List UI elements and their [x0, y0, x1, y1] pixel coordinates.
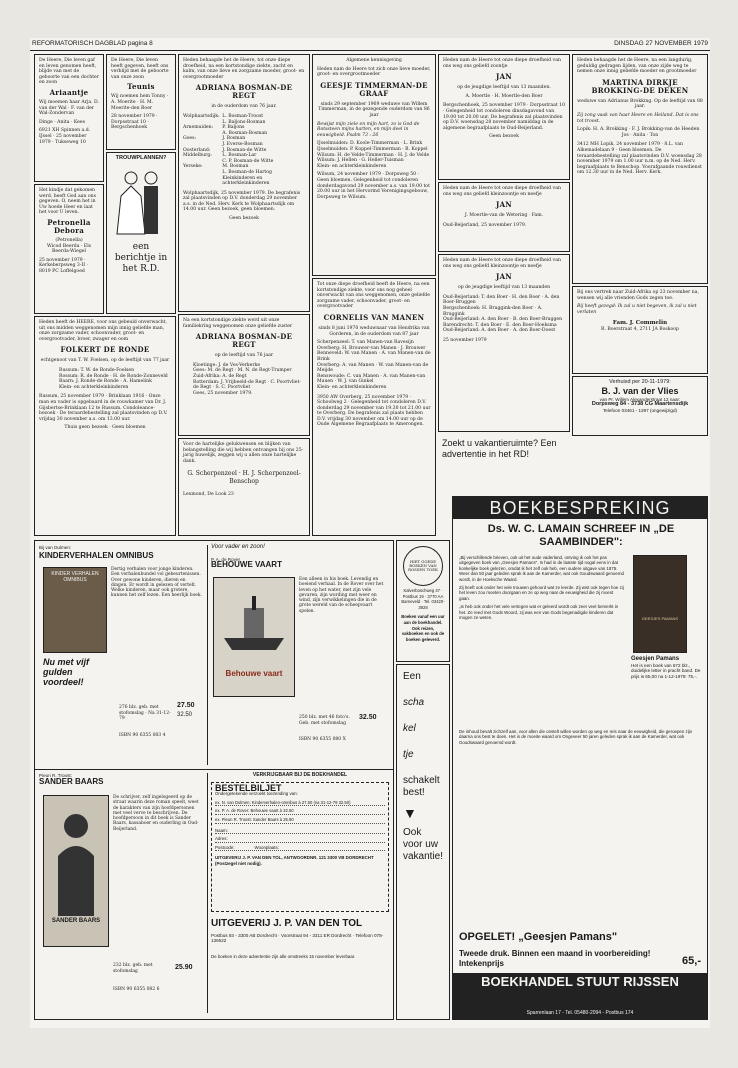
- form-field-postcode[interactable]: Postcode:: [215, 844, 235, 850]
- baars-isbn: ISBN 90 6355 082 6: [113, 987, 160, 992]
- notice-foot: Russum, 25 november 1979 · Brinklaan 1916 · Onze man en vader is opgebaard in de rouwkamer van Dr. J. Gijsbertse-Brinklaan 12 te Russum. Condoleance-bezoek · De teraardebestelling zal plaatsvinden op D.V. vrijdag 30 november a.s. om 13.00 uur.: [39, 394, 168, 422]
- vaart-author: P. A. de Rover: [211, 556, 241, 562]
- omnibus-cover-title: KINDER VERHALEN OMNIBUS: [51, 571, 99, 583]
- verh-head: Verhuisd per 20-11-1979:: [609, 379, 671, 385]
- notice-teunis: [106, 54, 176, 150]
- place-label: Middelburg:: [183, 153, 212, 159]
- notice-address: R. Boerstraat 4, 2711 JA Boskoop: [601, 326, 679, 332]
- family-line: Overberg: H. Brouwer-van Manen · J. Brouwer: [317, 345, 426, 351]
- geesjen-text: Het is een boek van 672 blz., duidelijke letter in pracht band. De prijs is 65,00 na 1-12-1979: 75,-.: [631, 662, 701, 679]
- notice-geen: Geen bezoek: [229, 216, 259, 222]
- vaart-cover-title: Behouwe vaart: [225, 668, 283, 678]
- notice-head: Heden behaagde het de Heere, na een langdurig, geduldig gedragen lijden, van onze zijde weg te nemen onze innig geliefde moeder en grootmoeder: [577, 58, 697, 75]
- geesjen-book-cover: [633, 555, 687, 653]
- vaart-meta: 250 blz. met 46 foto's. Geb. met stofomslag: [299, 715, 350, 726]
- family-line: Bergschenhoek: H. Bruggink-den Boer · A. Bruggink: [443, 305, 543, 317]
- page-header: [30, 38, 710, 51]
- family-line: J. Everse-Bosman: [222, 141, 263, 147]
- bestel-foot: UITGEVERIJ J. P. VAN DEN TOL, ANTWOORDNR. 121 3300 VB DORDRECHT (Postzegel niet nodig).: [215, 855, 374, 866]
- ship-icon: [214, 578, 294, 668]
- family-line: Renswoude: C. van Manen · A. van Manen-van Mauen · W. J. van Ginkel: [317, 373, 426, 385]
- family-line: M. Bosman: [222, 164, 249, 170]
- notice-scherpenzeel: [178, 438, 310, 536]
- notice-sub: echtgenoot van T. W. Foelsen, op de leeftijd van 77 jaar: [40, 358, 170, 364]
- family-line: Barendrecht: T. den Boer · E. den Boer-Hoeksma: [443, 322, 557, 328]
- bestel-intro: Ondergetekende verzoekt toezending van:: [215, 791, 298, 797]
- omnibus-slogan: Nu met vijf gulden voordeel!: [43, 657, 90, 687]
- omnibus-price-old: 27.50: [177, 702, 195, 709]
- baars-meta: 232 blz. geb. met stofomslag: [113, 963, 153, 974]
- vaart-price: 32.50: [359, 714, 377, 721]
- uitgeverij-address: Postbus 93 - 3300 AB Dordrecht · Voorstraat 94 - 3311 ER Dordrecht · Telefoon 078-136622: [211, 932, 384, 944]
- notice-foot: Wilsum, 24 november 1979 · Dorpsweg 50 · Geen bloemen. Gelegenheid tot condoleren donderdagavond 29 november a.s. van 19.00 tot 20.00 uur in het Hervormd Verenigingsgebouw, Dorpsweg te Wilsum.: [317, 172, 430, 200]
- tweede-druk: Tweede druk. Binnen een maand in voorbereiding! Intekenprijs: [459, 949, 651, 968]
- ook-word: Ook: [403, 827, 422, 838]
- family-line: IJsselmuiden: P. Koppel-Timmerman · B. Koppel: [317, 146, 428, 152]
- notice-verhuisd: [572, 376, 708, 436]
- notice-head: Heden nam de Heere tot onze diepe droefheid van ons weg ons geliefd kleinzoontje en neefje: [443, 186, 561, 197]
- notice-head: Heden behaagde het de Heere, tot onze diepe droefheid, na een kortstondige ziekte, zacht en kalm, van onze lieve en zorgzame moeder, groot- en overgrootmoeder: [183, 58, 305, 80]
- baars-cover-image: [43, 795, 109, 947]
- ad-trouwplannen: [106, 152, 176, 314]
- notice-head: Na een kortstondige ziekte werd uit onze familiekring weggenomen onze geliefde zuster: [183, 318, 293, 329]
- notice-name: GEESJE TIMMERMAN-DE GRAAF: [320, 80, 428, 98]
- uitgeverij-title: UITGEVERIJ J. P. VAN DEN TOL: [211, 917, 363, 929]
- best-word: best!: [403, 787, 425, 798]
- family-line: Klein- en achterkleinkinderen: [59, 384, 129, 390]
- notice-adriana-1: [178, 54, 310, 312]
- omnibus-text: Dertig verhalen voor jonge kinderen. Een verhalenbundel vol gebeurtenissen. Over gewone kinderen, dieren en dingen. Er wordt in gelezen of vertelt. Welke kinderen, maar ook grotere, kunnen het zelf lezen. Een heerlijk boek.: [111, 567, 202, 599]
- wedding-couple-icon: [111, 166, 171, 236]
- family-line: Wilsum: H. de Velde-Timmerman · H. J. de Velde: [317, 152, 430, 158]
- baars-cover-title: SANDER BAARS: [51, 917, 101, 924]
- notice-name: G. Scherpenzeel · H. J. Scherpenzeel-Benschop: [187, 470, 301, 486]
- notice-sub: weduwe van Adrianus Brokking. Op de leeftijd van 88 jaar.: [577, 98, 703, 110]
- ad-boekbespreking: [452, 496, 708, 1020]
- notice-name: JAN: [495, 72, 513, 82]
- family-line: Goes, 25 november 1979.: [193, 390, 253, 396]
- review-paragraph: Zij heeft ook onder het vele trouwen gehoord wat ze leerde. Zij wist ook tegen hoe zij het leven zou moeten doorgaan en ze op weg naar de eeuwigheid die zij moest gaan.: [459, 585, 624, 601]
- family-line: Zuid-Afrika: A. de Regt: [193, 373, 247, 379]
- notice-ariaantje: [34, 54, 104, 182]
- notice-sub: sinds 8 juni 1970 weduwnaar van Hendrika van Gorderen, in de ouderdom van 87 jaar: [318, 325, 430, 337]
- review-paragraph: De inhoud bevalt zichzelf aan, voor allen die onstelt willen worden op weg en reis naar de eeuwigheid, die geroepen zijn daarna ons best te doen. Het is de moeite waard om Ongeveer 50 jaren geleden sprak ik aan de Kamerder, wat ook Goudswaard genoemd wordt.: [459, 729, 693, 745]
- notice-parents: J. Moertle-van de Wetering · Fam.: [464, 213, 544, 219]
- notice-name: Teunis: [127, 82, 155, 92]
- place-label: Goes:: [183, 136, 197, 142]
- notice-martina: [572, 54, 708, 284]
- notice-children: Dinge · Anita · Kees: [39, 119, 85, 125]
- notice-sub: sinds 29 september 1969 weduwe van Willem Timmerman, in de gezegende ouderdom van 86 jaar: [318, 101, 430, 118]
- notice-name: FOLKERT DE RONDE: [60, 345, 150, 355]
- schakelt-word: schakelt: [403, 775, 440, 786]
- ad-vakantie: Zoekt u vakantieruimte? Een advertentie in het RD!: [442, 438, 557, 459]
- ad-van-den-tol: [34, 540, 394, 1020]
- notice-name: Fam. J. Commelin: [612, 320, 668, 327]
- family-line: J. Bosman: [222, 136, 246, 142]
- baars-price: 25.90: [175, 964, 193, 971]
- vaart-cover-image: [213, 577, 295, 697]
- notice-foot: 3412 MH Lopik, 24 november 1979 · 8.L. van Alkemadelaan 9 · Geen bloemen. De teraardebestelling zal plaatsvinden D.V. woensdag 28 november 1979 om 1.00 uur n.m. op de Ned. Herv. begraafplaats te Benschop. Voorafgaande rouwdienst om 12.30 uur in de Ned. Herv. Kerk.: [577, 142, 702, 176]
- notice-name: Ariaantje: [49, 87, 89, 97]
- notice-jan-1: [438, 54, 570, 180]
- baars-author: Pieun R. Troost:: [39, 773, 72, 778]
- family-line: Benneveld: W. van Manen · A. van Manen-van de Brink: [317, 351, 431, 362]
- vaart-text: Een alleen in his boek. Levendig en boeiend verhaal. In de Rover over het leven op het water, met zijn vele gevaren, zijn wording met weer en wind, zijn verwikkelingen die in de grote wereld van de scheepvaart spelen.: [299, 577, 384, 614]
- bestel-title: BESTELBILJET: [215, 782, 282, 793]
- notice-parents: Wij noemen hem Tonny · A. Moerite · H. M. Moerite-den Boer: [111, 94, 169, 111]
- notice-geen: Geen bezoek: [489, 134, 519, 140]
- shop-address: Sparrenlaan 17 - Tel. 05480-2094 - Postbus 174: [453, 1007, 707, 1019]
- scha-word: scha: [403, 697, 425, 708]
- family-line: J. Bosman-de Witte: [222, 147, 267, 153]
- family-line: A. Bosman-Bosman: [222, 130, 268, 136]
- notice-head: Tot onze diepe droefheid heeft de Heere, na een kortstondige ziekte, voor ons nog geheel onverwacht van ons weggenomen, onze geliefde zorgzame vader, schoonvader, groot- en overgrootvader: [317, 282, 430, 310]
- omnibus-cover-image: [43, 567, 107, 653]
- family-line: P. Baljons: [222, 125, 245, 131]
- notice-text: De Heere, Die leven heeft gegeven, heeft ons verblijd met de geboorte van onze zoon: [111, 58, 169, 80]
- notice-sub: op de jeugdige leeftijd van 13 maanden: [457, 285, 551, 291]
- notice-sub: in de ouderdom van 76 jaar.: [211, 104, 277, 110]
- boek-title: Ds. W. C. LAMAIN SCHREEF IN „DE SAAMBINDER":: [487, 523, 675, 548]
- kel-word: kel: [403, 723, 416, 734]
- form-field-name[interactable]: Naam:: [215, 828, 385, 835]
- omnibus-isbn: ISBN 90 6355 083 4: [119, 733, 166, 738]
- family-line: Klein- en achterkleinkinderen: [317, 384, 387, 390]
- notice-cornelis: [312, 278, 436, 536]
- ad-trouw-text: een berichtje in het R.D.: [114, 242, 168, 275]
- notice-text: Het kindje dat gekomen werd, heeft God aan ons gegeven. O, neem het in Uw hoede Heer en laat het voor U leven.: [39, 188, 96, 216]
- notice-head: Heden heeft de HEERE, voor ons gebeuld onverwacht, uit ons midden weggenomen mijn innig geliefde man, onze zorgzame vader, schoonvader, groot- en overgrootvader, broer, zwager en oom: [39, 320, 167, 342]
- order-line[interactable]: ex. P. A. de Rover: Behouwe vaart à 32.50: [215, 808, 385, 815]
- header-left: REFORMATORISCH DAGBLAD pagina 8: [32, 40, 153, 47]
- notice-folkert: [34, 316, 176, 536]
- family-line: C. P. Bosman-de Witte: [222, 158, 274, 164]
- voor-uw-word: voor uw: [403, 839, 439, 850]
- man-figure-icon: [44, 796, 108, 916]
- notice-foot: Bergschenhoek, 25 november 1979 · Dorpsstraat 10 · Gelegenheid tot condoleren dinsdagavond van 19.00 tot 20.00 uur. De begrafenis zal plaatsvinden op D.V. woensdag 28 november namiddag in de algemene begraafplaats te Oud-Beijerland.: [443, 103, 566, 131]
- family-line: Scherpenzeel: T. van Manen-van Ravesijn: [317, 340, 414, 346]
- notice-sub: op de jeugdige leeftijd van 13 maanden.: [457, 85, 551, 91]
- verh-tel: Telefoon 03461 - 1397 (ongewijzigd): [602, 407, 678, 413]
- notice-sub: op de leeftijd van 76 jaar: [214, 353, 274, 359]
- notice-foot2: Thuis geen bezoek · Geen bloemen: [64, 425, 146, 431]
- family-line: Klein- en achterkleinkinderen: [317, 163, 387, 169]
- notice-parents: Wicod Beerda · Els Beerda-Wiegel: [46, 243, 92, 255]
- notice-quote: Bewijst mijn ziele en mijn hart, zo is God de Rotssteen mijns harten, en mijn deel in eeuwigheid. Psalm 73 : 26: [317, 121, 420, 138]
- notice-address: 6921 XH Spinnen a.d. IJssel · 25 november 1979 · Tukseweg 10: [39, 128, 91, 145]
- shop-address: Kalverboschweg 47 · Postbus 19 · 3770 AA Barneveld · Tel. 03420-3928: [401, 588, 445, 610]
- een-word: Een: [403, 671, 421, 682]
- notice-quote: Bij heeft gezegd: Ik zal u niet begeven, ik zal u niet verlaten: [577, 304, 697, 315]
- seal-logo: HIET GOEDE BOEKEN VAN ROSSEN TOEK: [403, 546, 443, 586]
- family-line: L. Bosman-Troost: [222, 113, 264, 119]
- family-line: L. Baljons-Bosman: [222, 119, 266, 125]
- notice-parents: Wij moemen haar Arja. D. van der Wal · F. van der Wal-Zondervan: [39, 99, 99, 117]
- cover-title: GEESJES PAMANS: [641, 616, 679, 621]
- order-line[interactable]: ex. Pieun R. Troost: Sander Baars à 25.90: [215, 817, 385, 824]
- notice-jan-3: [438, 254, 570, 432]
- notice-name: Petronella Debora: [47, 217, 91, 235]
- opgelet: OPGELET! „Geesjen Pamans": [459, 931, 618, 943]
- family-line: Rotterdam: J. Vrijbeeld-de Regt · C. Poortvliet-de Regt · S. C. Poortvliet: [193, 379, 301, 391]
- notice-address: 28 november 1979 · Dorpsstraat 10 · Bergschenhoek: [111, 114, 158, 131]
- ad-trouw-title: TROUWPLANNEN?: [115, 155, 167, 161]
- place-label: Oosterland:: [183, 147, 211, 153]
- vakantie-word: vakantie!: [403, 851, 444, 862]
- baars-text: De schrijver, zelf ingelogeerd op de straat waarin deze roman speelt, weet de karakters van zijn hoofdpersonen met veel verve te beschrijven. De hoofdpersoon in dit boek is Sander Baars, kassaboer en ouderling in Oud-Beijerland.: [113, 795, 199, 832]
- notice-name: ADRIANA BOSMAN-DE REGT: [195, 332, 293, 350]
- notice-address: Lexmond, De Look 23: [183, 492, 234, 498]
- family-line: Overberg: A. van Manen · W. van Manen-van de Meijde: [317, 362, 429, 374]
- ad-schakeltje: [396, 664, 450, 1020]
- order-line[interactable]: ex. N. van Dulmen: Kinderverhalen-omnibus à 27.50 (na 31-12-79 32.50): [215, 800, 385, 807]
- family-line: Goes: M. de Regt · M. N. de Regt-Tramper: [193, 368, 292, 374]
- family-line: Rossum: R. de Ronde · H. de Ronde-Zonneveld: [59, 373, 168, 379]
- header-right: DINSDAG 27 NOVEMBER 1979: [614, 40, 708, 47]
- notice-label: Algemene kennisgeving: [346, 58, 402, 63]
- arrow-down-icon: ▼: [403, 805, 417, 821]
- family-line: Jos · Anita · Ton: [621, 132, 659, 138]
- omnibus-title: KINDERVERHALEN OMNIBUS: [39, 550, 154, 560]
- form-field-address[interactable]: Adres:: [215, 836, 385, 843]
- notice-geesje: [312, 54, 436, 276]
- form-field-city[interactable]: Woonplaats:: [254, 844, 279, 850]
- family-line: Oud-Beijerland: A. den Boer · B. den Boer-Bruggen: [443, 317, 563, 323]
- vaart-isbn: ISBN 90 6355 080 X: [299, 737, 346, 742]
- shop-name: BOEKHANDEL STUUT RIJSSEN: [453, 973, 707, 1007]
- notice-foot: 25 november 1979: [443, 337, 487, 343]
- baars-title: SANDER BAARS: [39, 776, 104, 786]
- notice-name: CORNELIS VAN MANEN: [323, 312, 425, 322]
- verh-addr2: Dorpsweg 84 - 3738 CG Maartensdijk: [591, 401, 689, 408]
- family-line: L. Bosman-Lar: [222, 153, 257, 159]
- family-line: L. Bosman-de Hartog: [222, 169, 272, 175]
- notice-foot: 3950 AW Overberg, 25 november 1979 · Schoolweg 2 · Gelegenheid tot condoleren D.V. donderdag 29 november van 19.30 tot 21.00 uur te Overberg. De begrafenis zal plaats hebben D.V. vrijdag 30 november om 14.00 uur op de Oude Algemene Begraafplaats te Amerongen.: [317, 394, 431, 428]
- intekenprijs: 65,-: [682, 955, 701, 967]
- notice-commelin: [572, 286, 708, 374]
- notice-foot: Wolphaartsdijk, 25 november 1979. De begrafenis zal plaatsvinden op D.V. donderdag 29 november a.s. in de Ned. Herv. Kerk te Wolphaartsdijk om 14.00 uur. Geen bezoek, geen bloemen.: [183, 190, 301, 213]
- place-label: Wolphaartsdijk:: [183, 113, 220, 119]
- notice-name: JAN: [495, 272, 513, 282]
- notice-subname: (Petronella): [55, 237, 83, 243]
- notice-name: ADRIANA BOSMAN-DE REGT: [195, 83, 293, 101]
- notice-text: De Heere, Die leven gaf en leven genomen heeft, blijde van met de geboorte van een dochter en zoon: [39, 58, 99, 86]
- newspaper-page: [30, 38, 710, 1028]
- family-line: Kleinkinderen en achterkleinkinderen: [222, 175, 270, 187]
- notice-jan-2: [438, 182, 570, 252]
- omnibus-price-new: 32.50: [177, 712, 193, 718]
- notice-quote: Zij zong vaak van haar Heere en Heiland. Dat is ons tot troost.: [577, 112, 699, 124]
- notice-adriana-2: [178, 314, 310, 436]
- geesjen-title: Geesjen Pamans: [631, 656, 680, 662]
- family-line: Wilsum: J. Hellen · G. Heller-Tuisman: [317, 158, 404, 164]
- place-label: Yerseke:: [183, 164, 203, 170]
- notice-address: 25 november 1979 · Kerkeberpsweg 3-II · 8019 PC Loffelgoed: [39, 257, 88, 274]
- vaart-title: BEHOUWE VAART: [211, 560, 282, 570]
- ad-boekhandel-barneveld: [396, 540, 450, 662]
- tje-word: tje: [403, 749, 414, 760]
- family-line: Russum: T. W. de Ronde-Foelsen: [59, 367, 135, 373]
- notice-text: Bij ons vertrek naar Zuid-Afrika op 23 november na, wensen wij alle vrienden Gods zegen toe.: [577, 290, 699, 301]
- family-line: Oud-Beijerland: A. den Boer · A. den Boer-Doest: [443, 328, 556, 334]
- review-paragraph: „Is heb ook onder het vele vertegen wat er geleerd wordt ook zeer veel bemerkt in het. Ze reed met Gods Woord, zij was een van Gods begenadigde kinderen dat mogen ze weten.: [459, 604, 619, 621]
- notice-head: Heden nam de Heere tot onze diepe droefheid van ons weg ons geliefd kleinzoontje en neefje: [443, 258, 561, 269]
- verh-name: B. J. van der Vlies: [601, 385, 679, 396]
- place-label: Arnemuiden:: [183, 125, 214, 131]
- vaart-head: Voor vader en zoon!: [211, 544, 265, 550]
- boek-head: BOEKBESPREKING: [453, 497, 707, 519]
- family-line: Lopik: H. A. Brokking · F. J. Brokking-van de Heeden: [577, 127, 700, 133]
- notice-foot: Oud-Beijerland, 25 november 1979.: [443, 222, 527, 228]
- shop-text: Boeken vanaf een uur aan de boekhandel. Ook reizen, vakboeken en ook de boeken geleverd.: [401, 614, 445, 642]
- family-line: Baarn: J. Ronde-de Ronde · A. Hamelink: [59, 379, 152, 385]
- family-line: IJsselmuiden: D. Koole-Timmerman · L. Brink: [317, 141, 423, 147]
- uitgeverij-foot: De boeken in deze advertentie zijn alle omstreeks 15 november leverbaar.: [211, 953, 356, 959]
- review-paragraph: „Bij verschillende brieven, ook uit het oude vaderland, ontving ik ook het pas uitgegeven boek van „Geesjes Pamans". Is had in de laatste tijd nogal eens in dat konkelijke boek gelezen, omdat ik het zelf ook heb, een oudere uitgave van 1875. Weer dan 50 jaar geleden sprak ik aan de Kamerder, wat ook Goudswaard genoemd wordt, in de Hoeksche Waard.: [459, 555, 624, 582]
- family-line: Oud-Beijerland: T. den Boer · H. den Boer · A. den Boer-Bruggen: [443, 294, 560, 306]
- family-line: Kloetinge: J. de Vos-Verkerke: [193, 362, 261, 368]
- omnibus-author: Bij van Dulmen:: [39, 545, 72, 550]
- notice-name: JAN: [495, 200, 513, 210]
- verkrijgbaar: VERKRIJGBAAR BIJ DE BOEKHANDEL: [252, 772, 348, 778]
- notice-intro: Heden nam de Heere tot zich onze lieve moeder, groot- en overgrootmoeder: [317, 66, 431, 78]
- notice-head: Heden nam de Heere tot onze diepe droefheid van ons weg ons geliefd zoontje: [443, 58, 561, 69]
- bestelbiljet-form: [211, 782, 389, 912]
- notice-parents: A. Moertle · H. Moertle-den Boer: [465, 93, 543, 99]
- verh-addr: van Pr. Willem Alexanderstraat 12 naar:: [599, 396, 681, 402]
- omnibus-meta: 276 blz. geb. met stofomslag · Na 31-12-79: [119, 705, 171, 722]
- notice-text: Voor de hartelijke gelukwensen en blijken van belangstelling die wij hebben ontvangen bij ons 25-jarig huwelijk, zeggen wij u allen onze hartelijke dank.: [183, 442, 304, 464]
- notice-petronella: [34, 184, 104, 314]
- notice-name: MARTINA DIRKJE BROKKING-DE DEKEN: [591, 77, 689, 95]
